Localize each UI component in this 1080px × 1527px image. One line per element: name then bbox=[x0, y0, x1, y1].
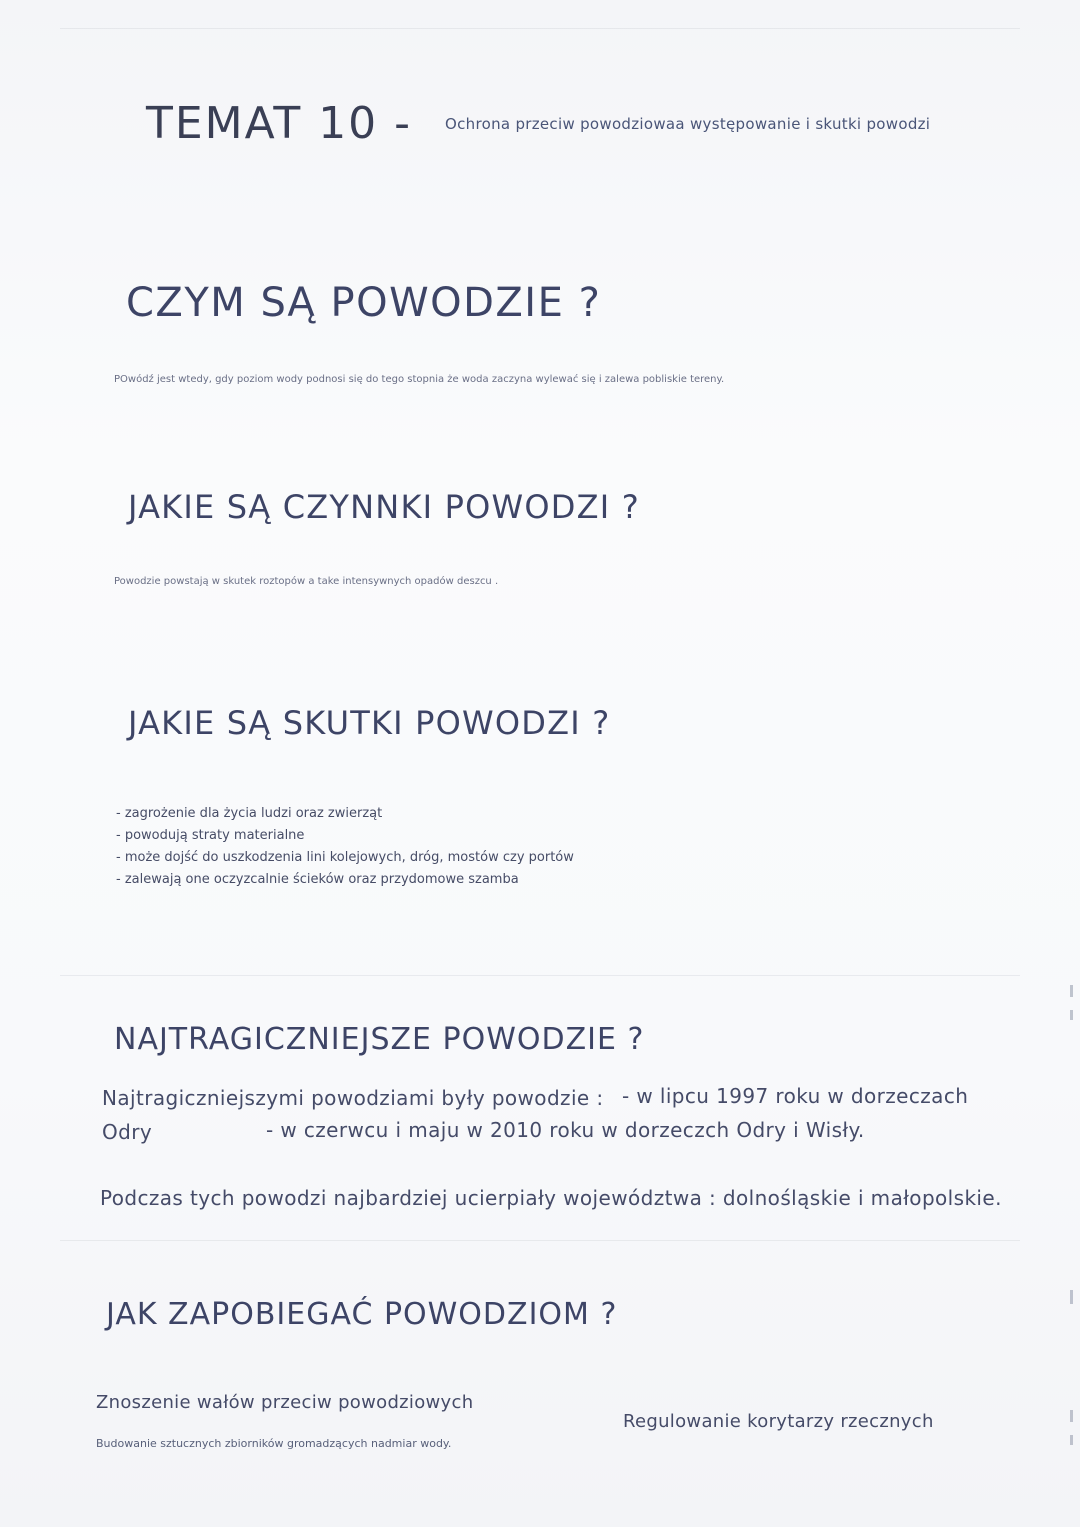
edge-mark bbox=[1070, 1290, 1073, 1304]
heading-flood-effects: JAKIE SĄ SKUTKI POWODZI ? bbox=[128, 704, 611, 742]
tragic-line2-right: - w czerwcu i maju w 2010 roku w dorzeczch Odry i Wisły. bbox=[266, 1118, 865, 1142]
list-item: - powodują straty materialne bbox=[116, 825, 574, 847]
edge-mark bbox=[1070, 985, 1073, 997]
edge-mark bbox=[1070, 1435, 1073, 1445]
prevention-item-reservoirs: Budowanie sztucznych zbiorników gromadzących nadmiar wody. bbox=[96, 1437, 452, 1450]
page-fold-line bbox=[60, 28, 1020, 29]
prevention-item-river-regulation: Regulowanie korytarzy rzecznych bbox=[623, 1411, 934, 1432]
factors-text: Powodzie powstają w skutek roztopów a take intensywnych opadów deszcu . bbox=[114, 576, 499, 587]
tragic-line1-left: Najtragiczniejszymi powodziami były powodzie : bbox=[102, 1086, 604, 1110]
list-item: - zagrożenie dla życia ludzi oraz zwierząt bbox=[116, 803, 574, 825]
topic-subtitle: Ochrona przeciw powodziowaa występowanie i skutki powodzi bbox=[445, 115, 931, 133]
edge-mark bbox=[1070, 1410, 1073, 1422]
heading-most-tragic-floods: NAJTRAGICZNIEJSZE POWODZIE ? bbox=[114, 1022, 645, 1057]
list-item: - może dojść do uszkodzenia lini kolejowych, dróg, mostów czy portów bbox=[116, 847, 574, 869]
tragic-line3: Podczas tych powodzi najbardziej ucierpiały województwa : dolnośląskie i małopolskie. bbox=[100, 1186, 1002, 1210]
effects-list bbox=[116, 803, 574, 891]
page-fold-line bbox=[60, 1240, 1020, 1241]
heading-flood-prevention: JAK ZAPOBIEGAĆ POWODZIOM ? bbox=[106, 1297, 618, 1332]
list-item: - zalewają one oczyzcalnie ścieków oraz przydomowe szamba bbox=[116, 869, 574, 891]
tragic-line2-left: Odry bbox=[102, 1120, 153, 1144]
heading-flood-factors: JAKIE SĄ CZYNNKI POWODZI ? bbox=[128, 488, 640, 526]
tragic-line1-right: - w lipcu 1997 roku w dorzeczach bbox=[622, 1084, 969, 1108]
definition-text: POwódź jest wtedy, gdy poziom wody podnosi się do tego stopnia że woda zaczyna wylewać się i zalewa pobliskie tereny. bbox=[114, 374, 725, 385]
edge-mark bbox=[1070, 1010, 1073, 1020]
topic-title: TEMAT 10 - bbox=[146, 98, 413, 149]
page-fold-line bbox=[60, 975, 1020, 976]
heading-what-are-floods: CZYM SĄ POWODZIE ? bbox=[126, 280, 602, 326]
prevention-item-embankments: Znoszenie wałów przeciw powodziowych bbox=[96, 1392, 474, 1413]
